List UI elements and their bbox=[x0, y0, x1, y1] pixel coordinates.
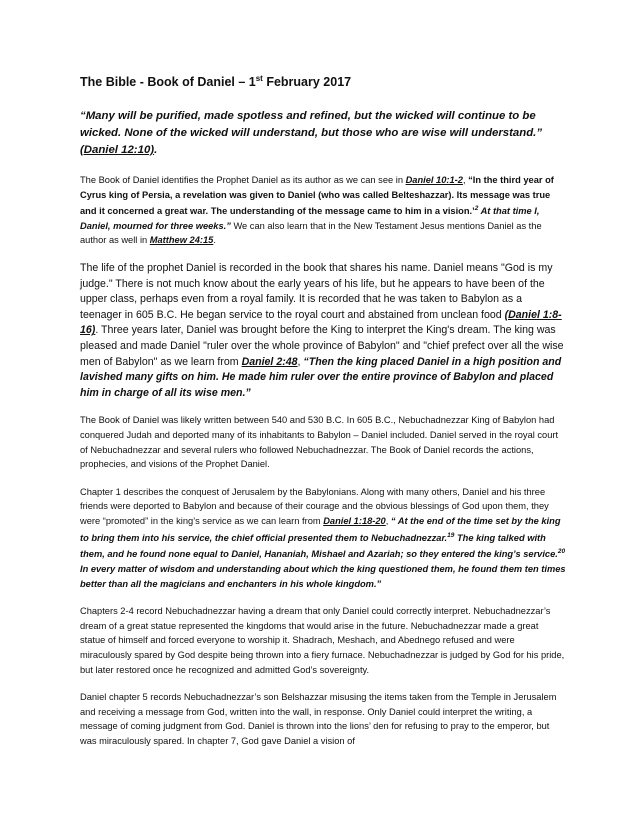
title-date-text: February 2017 bbox=[262, 75, 352, 89]
text-span: . Three years later, Daniel was brought before the King to interpret the King's dream. The king was pleased and made Daniel "ruler over the whole province of Babylon" and "chief prefect over all the wise men of Babylon" as we learn from bbox=[80, 324, 564, 368]
scripture-reference: (Daniel 1:8-16) bbox=[80, 308, 562, 337]
scripture-quote: At that time I, Daniel, mourned for three weeks.” bbox=[80, 206, 540, 231]
scripture-quote: “ At the end of the time set by the king to bring them into his service, the chief official presented them to Nebuchadnezzar. bbox=[80, 515, 561, 543]
paragraph-authorship bbox=[80, 173, 566, 248]
text-span: The life of the prophet Daniel is recorded in the book that shares his name. Daniel means "God is my judge." There is not much know about the early years of his life, but he appears to have been of the upper class, perhaps even from a royal family. It is recorded that he was taken to Babylon as a teenager in 605 B.C. He began service to the royal court and abstained from unclean food bbox=[80, 262, 553, 321]
text-span: . bbox=[213, 235, 216, 246]
paragraph-chapters-2-4: Chapters 2-4 record Nebuchadnezzar having a dream that only Daniel could correctly interpret. Nebuchadnezzar’s dream of a great statue represented the kingdoms that would arise in the future. Nebuchadnezzar made a great statue of himself and forced everyone to worship it. Shadrach, Meshach, and Abednego refused and were miraculously spared by God despite being thrown into a fiery furnace. Nebuchadnezzar is judged by God for his pride, but later restored once he recognized and admitted God’s sovereignty. bbox=[80, 606, 565, 675]
quote-end: . bbox=[154, 144, 158, 156]
scripture-reference: Daniel 2:48 bbox=[241, 355, 298, 368]
verse-number: 2 bbox=[474, 205, 479, 213]
text-span: , bbox=[385, 515, 391, 526]
paragraph-life-of-daniel bbox=[80, 261, 566, 401]
text-span: The Book of Daniel identifies the Prophet Daniel as its author as we can see in bbox=[80, 175, 406, 185]
document-title bbox=[80, 74, 566, 90]
scripture-quote: The king talked with them, and he found none equal to Daniel, Hananiah, Mishael and Azariah; so they entered the king’s service. bbox=[80, 532, 558, 560]
document-page bbox=[80, 74, 566, 761]
text-span: , bbox=[462, 175, 469, 185]
opening-quote bbox=[80, 108, 566, 159]
paragraph-date-written: The Book of Daniel was likely written between 540 and 530 B.C. In 605 B.C., Nebuchadnezzar King of Babylon had conquered Judah and deported many of its inhabitants to Babylon – Daniel included. Daniel served in the royal court of Nebuchadnezzar and several rulers who followed Nebuchadnezzar. The Book of Daniel records the actions, prophecies, and visions of the Prophet Daniel. bbox=[80, 415, 559, 470]
scripture-reference: Matthew 24:15 bbox=[149, 235, 214, 246]
title-text: The Bible - Book of Daniel – 1 bbox=[80, 75, 256, 89]
scripture-quote: “In the third year of Cyrus king of Persia, a revelation was given to Daniel (who was called Belteshazzar). Its message was true and it concerned a great war. The understanding of the message came to him in a vision.’ bbox=[80, 175, 554, 217]
paragraph-chapter-1 bbox=[80, 485, 566, 591]
verse-number: 19 bbox=[447, 531, 455, 539]
scripture-quote: “Then the king placed Daniel in a high position and lavished many gifts on him. He made him ruler over the entire province of Babylon and placed him in charge of all its wise men.” bbox=[80, 355, 562, 399]
text-span: We can also learn that in the New Testament Jesus mentions Daniel as the author as well in bbox=[80, 220, 542, 246]
verse-number: 20 bbox=[557, 548, 566, 556]
text-span: Chapter 1 describes the conquest of Jerusalem by the Babylonians. Along with many others, Daniel and his three friends were deported to Babylon and because of their courage and the obvious blessings of God upon them, they were “promoted” in the king’s service as we can learn from bbox=[80, 486, 549, 526]
scripture-reference: Daniel 1:18-20 bbox=[323, 515, 386, 526]
paragraph-chapter-5: Daniel chapter 5 records Nebuchadnezzar’s son Belshazzar misusing the items taken from the Temple in Jerusalem and receiving a message from God, written into the wall, in response. Only Daniel could interpret the writing, a message of coming judgment from God. Daniel is thrown into the lions’ den for refusing to pray to the emperor, but was miraculously spared. In chapter 7, God gave Daniel a vision of bbox=[80, 692, 557, 746]
text-span: , bbox=[297, 355, 304, 368]
quote-reference: (Daniel 12:10) bbox=[80, 144, 155, 156]
scripture-quote: In every matter of wisdom and understanding about which the king questioned them, he found them ten times better than all the magicians and enchanters in his whole kingdom.” bbox=[80, 563, 566, 589]
scripture-reference: Daniel 10:1-2 bbox=[405, 175, 463, 185]
title-superscript: st bbox=[255, 73, 263, 83]
quote-text: “Many will be purified, made spotless and refined, but the wicked will continue to be wicked. None of the wicked will understand, but those who are wise will understand.” bbox=[80, 110, 543, 139]
